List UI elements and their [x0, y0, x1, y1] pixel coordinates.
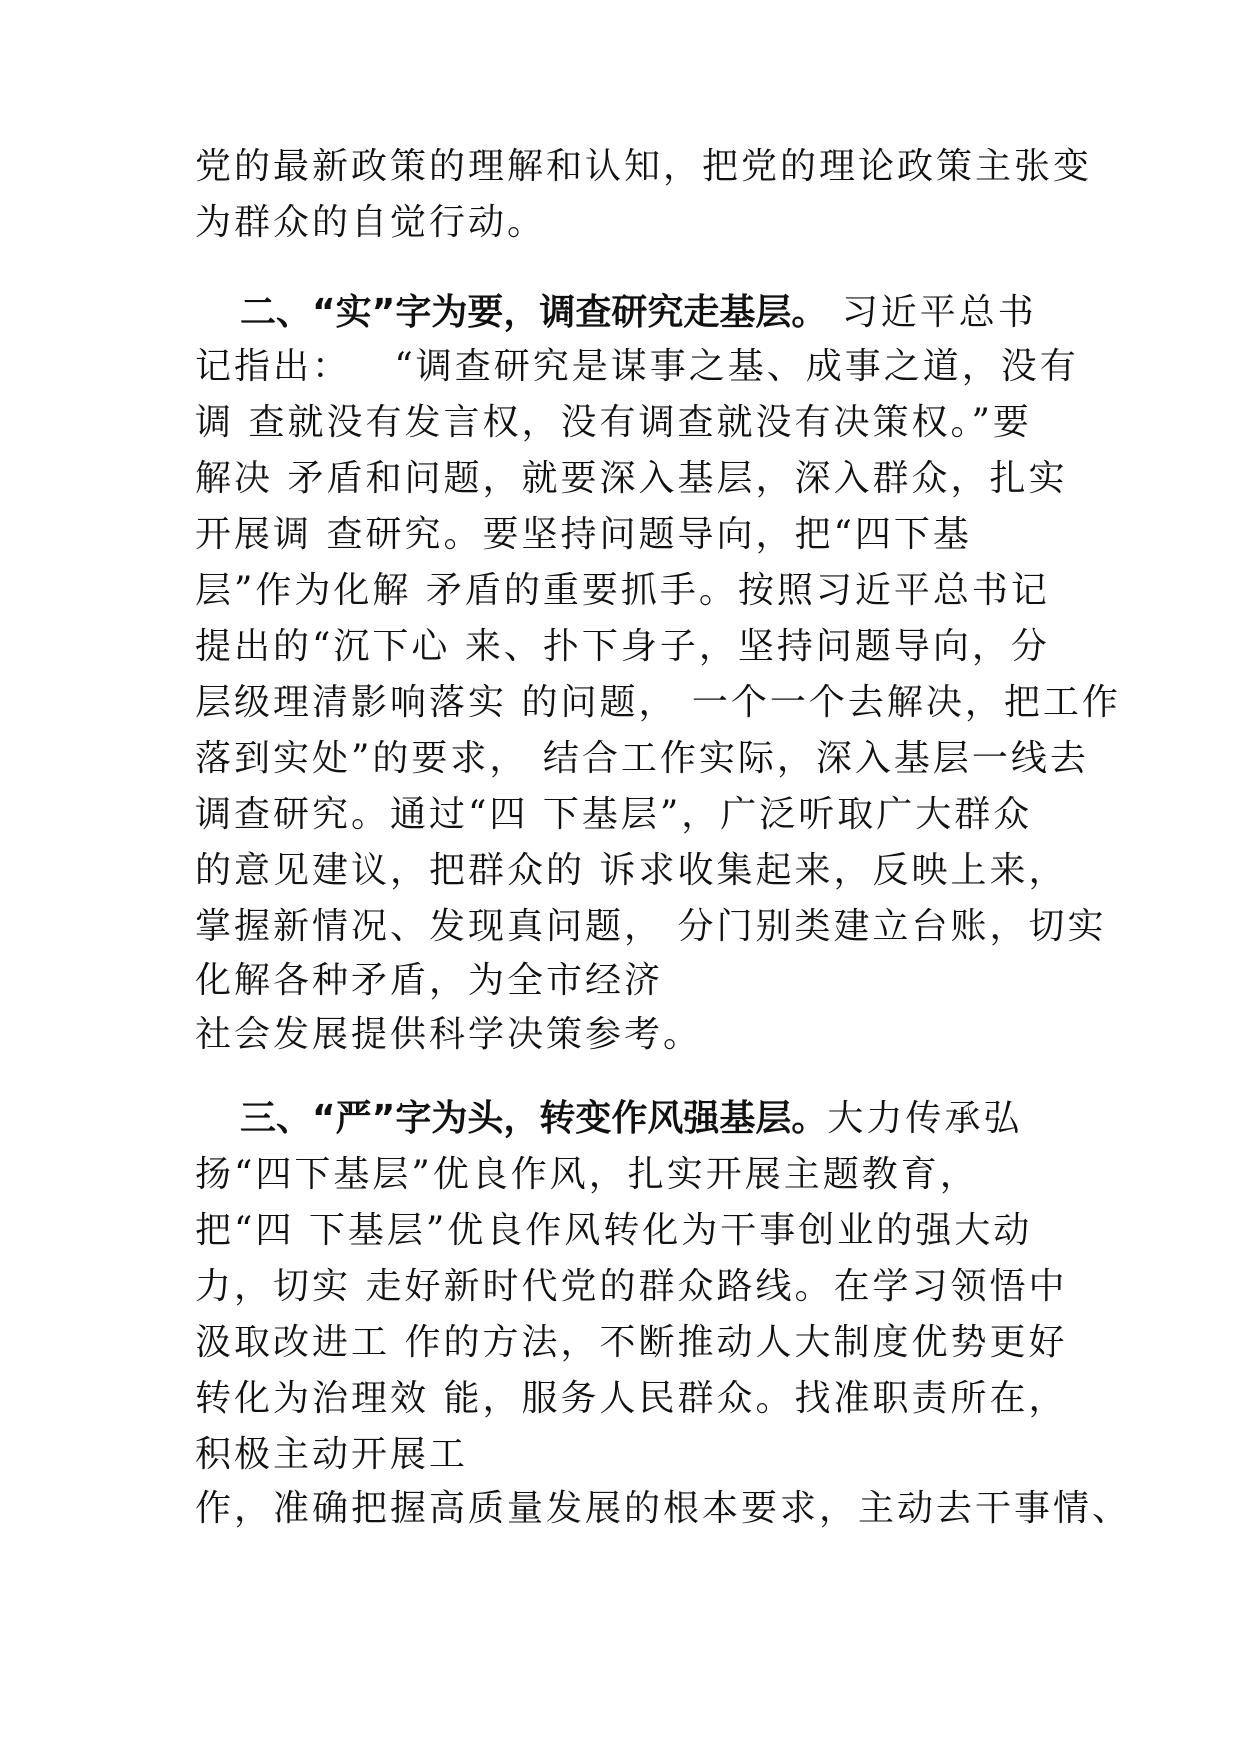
- paragraph-text: 习近平总书: [827, 292, 1037, 333]
- paragraph-line: 化解各种矛盾，为全市经济: [195, 960, 664, 1001]
- paragraph-line: 的意见建议，把群众的 诉求收集起来，反映上来，: [195, 850, 1068, 891]
- paragraph-line: 提出的“沉下心 来、扑下身子，坚持问题导向，分: [195, 626, 1050, 667]
- paragraph-line: 社会发展提供科学决策参考。: [195, 1014, 703, 1055]
- paragraph-text: 大力传承弘: [827, 1098, 1023, 1139]
- paragraph-line: 作，准确把握高质量发展的根本要求，主动去干事情、: [195, 1488, 1132, 1529]
- paragraph-line: 转化为治理效 能，服务人民群众。找准职责所在，: [195, 1378, 1068, 1419]
- paragraph-line: 汲取改进工 作的方法，不断推动人大制度优势更好: [195, 1322, 1068, 1363]
- paragraph-line: 开展调 查研究。要坚持问题导向，把“四下基: [195, 514, 972, 555]
- section-heading-line: [240, 291, 1037, 335]
- paragraph-line: 调查研究。通过“四 下基层”，广泛听取广大群众: [195, 794, 1033, 835]
- section-heading-2: 二、“实”字为要，调查研究走基层。: [240, 292, 828, 333]
- paragraph-line: 积极主动开展工: [195, 1434, 469, 1475]
- paragraph-line: 解决 矛盾和问题，就要深入基层，深入群众，扎实: [195, 458, 1068, 499]
- paragraph-line: 层”作为化解 矛盾的重要抓手。按照习近平总书记: [195, 570, 1050, 611]
- section-heading-line: [240, 1097, 1022, 1141]
- section-heading-3: 三、“严”字为头，转变作风强基层。: [240, 1098, 828, 1139]
- paragraph-line: 调 查就没有发言权，没有调查就没有决策权。”要: [195, 402, 1032, 443]
- paragraph-line: 扬“四下基层”优良作风，扎实开展主题教育，: [195, 1154, 979, 1195]
- paragraph-line: 为群众的自觉行动。: [195, 202, 547, 243]
- paragraph-line: 落到实处”的要求， 结合工作实际，深入基层一线去: [195, 738, 1089, 779]
- paragraph-line: 力，切实 走好新时代党的群众路线。在学习领悟中: [195, 1266, 1068, 1307]
- paragraph-line: 层级理清影响落实 的问题， 一个一个去解决，把工作: [195, 682, 1121, 723]
- paragraph-line: 党的最新政策的理解和认知，把党的理论政策主张变: [195, 146, 1093, 187]
- paragraph-line: 记指出： “调查研究是谋事之基、成事之道，没有: [195, 346, 1079, 387]
- paragraph-line: 掌握新情况、发现真问题， 分门别类建立台账，切实: [195, 906, 1107, 947]
- paragraph-line: 把“四 下基层”优良作风转化为干事创业的强大动: [195, 1210, 1033, 1251]
